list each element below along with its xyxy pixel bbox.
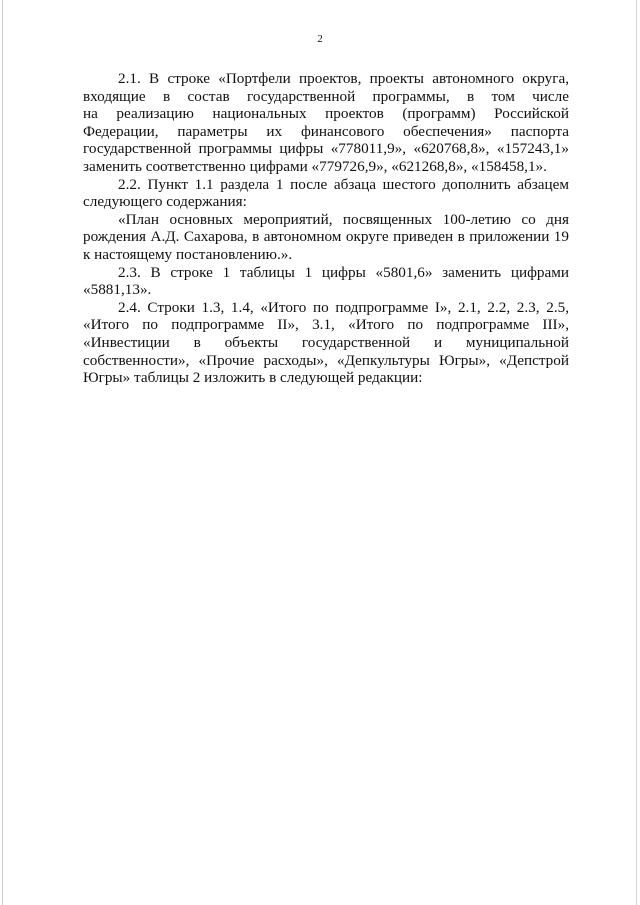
paragraph-2-3 [83,264,569,299]
page-number: 2 [317,33,323,45]
paragraph-2-1 [83,70,569,176]
text-line: «План основных мероприятий, посвященных 100-летию со дня [118,210,569,228]
text-line: следующего содержания: [83,193,247,211]
document-body [83,70,569,387]
text-line: на реализацию национальных проектов (программ) Российской [83,105,569,123]
text-line: государственной программы цифры «778011,9», «620768,8», «157243,1» [83,140,569,158]
text-line: 2.3. В строке 1 таблицы 1 цифры «5801,6» заменить цифрами [118,263,569,281]
text-line: к настоящему постановлению.». [83,245,293,263]
scan-edge-right [636,0,637,905]
text-line: «Инвестиции в объекты государственной и муниципальной [83,333,569,351]
text-line: входящие в состав государственной программы, в том числе [83,87,569,105]
text-line: 2.1. В строке «Портфели проектов, проекты автономного округа, [118,70,569,87]
text-line: заменить соответственно цифрами «779726,9», «621268,8», «158458,1». [83,157,547,175]
text-line: собственности», «Прочие расходы», «Депкультуры Югры», «Депстрой [83,351,569,369]
text-line: Федерации, параметры их финансового обеспечения» паспорта [83,122,569,140]
paragraph-2-2 [83,176,569,211]
scan-edge-left [2,0,3,905]
paragraph-2-4 [83,299,569,387]
text-line: 2.4. Строки 1.3, 1.4, «Итого по подпрограмме I», 2.1, 2.2, 2.3, 2.5, [118,298,569,316]
text-line: «5881,13». [83,281,152,299]
text-line: Югры» таблицы 2 изложить в следующей редакции: [83,369,423,387]
text-line: «Итого по подпрограмме II», 3.1, «Итого по подпрограмме III», [83,316,569,334]
paragraph-quote [83,211,569,264]
text-line: 2.2. Пункт 1.1 раздела 1 после абзаца шестого дополнить абзацем [118,175,569,193]
text-line: рождения А.Д. Сахарова, в автономном округе приведен в приложении 19 [83,228,569,246]
